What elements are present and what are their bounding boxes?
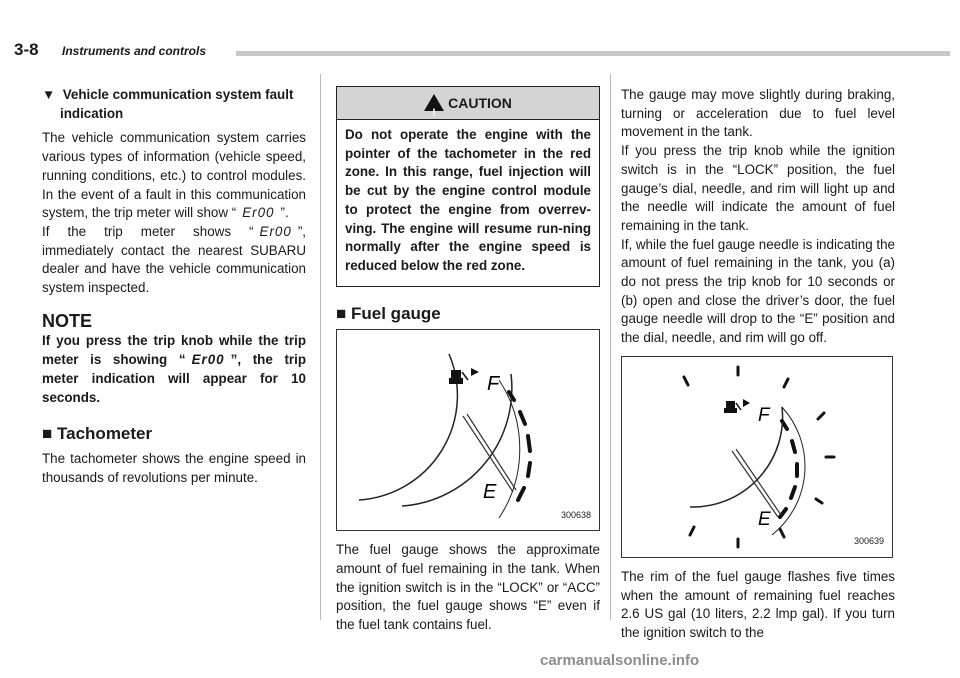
note-body: If you press the trip knob while the trip meter is showing “ Er00 ”, the trip meter indication will appear for 10 seconds. <box>42 333 307 405</box>
empty-label: E <box>758 508 771 530</box>
paragraph-gauge-movement: The gauge may move slightly during braking, turning or acceleration due to fuel level movement in the tank. <box>621 87 895 140</box>
page-header <box>14 36 950 68</box>
square-marker-icon: ■ <box>42 424 53 444</box>
paragraph-contact-dealer: If the trip meter shows “ Er00 ”, immediately contact the nearest SUBARU dealer and have the vehicle communication system inspected. <box>42 223 306 296</box>
error-code-display: Er00 <box>259 223 292 239</box>
heading-tachometer: ■ Tachometer <box>42 424 153 444</box>
caution-body: Do not operate the engine with the pointer of the tachometer in the red zone. In this range, fuel injection will be cut by the engine control module to protect the engine from overrev-ving. The engine will resume run-ning normally after the engine speed is reduced below the red zone. <box>345 127 591 273</box>
column-divider-2 <box>610 74 611 620</box>
caution-header: !CAUTION <box>337 87 599 120</box>
subheading-communication-fault: ▼ Vehicle communication system fault indication <box>42 87 294 121</box>
paragraph-rim-flash: The rim of the fuel gauge flashes five times when the amount of remaining fuel reaches 2.6 US gal (10 liters, 2.2 lmp gal). If you turn the ignition switch to the <box>621 568 895 640</box>
warning-triangle-icon <box>424 94 444 111</box>
section-title: Instruments and controls <box>62 44 207 58</box>
fuel-gauge-figure <box>336 329 600 531</box>
paragraph-communication: The vehicle communication system carries various types of information (vehicle speed, running conditions, etc.) to control modules. In the event of a fault in this communication system, the trip meter will show “ Er00 ”. <box>42 130 306 221</box>
heading-fuel-gauge: ■ Fuel gauge <box>336 303 441 323</box>
column-1 <box>42 86 306 487</box>
full-label: F <box>487 373 500 396</box>
paragraph-trip-knob: If you press the trip knob while the ignition switch is in the “LOCK” position, the fuel gauge’s dial, needle, and rim will light up and the needle will indicate the amount of fuel remaining in the tank. <box>621 143 895 233</box>
paragraph-tachometer: The tachometer shows the engine speed in thousands of revolutions per minute. <box>42 450 306 485</box>
figure-number: 300638 <box>560 509 591 520</box>
caution-box <box>336 86 600 287</box>
full-label: F <box>758 404 770 426</box>
paragraph-fuel-gauge: The fuel gauge shows the approximate amount of fuel remaining in the tank. When the ignition switch is in the “LOCK” or “ACC” position, the fuel gauge shows “E” even if the fuel tank contains fuel. <box>336 542 600 633</box>
square-marker-icon: ■ <box>336 303 347 323</box>
note-heading: NOTE <box>42 310 93 331</box>
header-bar <box>236 51 950 56</box>
figure-number: 300639 <box>853 536 884 547</box>
fuel-gauge-flash-figure <box>621 356 893 558</box>
error-code-display: Er00 <box>242 205 275 221</box>
column-3 <box>621 86 895 643</box>
column-divider-1 <box>320 74 321 620</box>
fuel-gauge-illustration <box>337 330 599 530</box>
empty-label: E <box>483 481 497 504</box>
paragraph-needle-drop: If, while the fuel gauge needle is indicating the amount of fuel remaining in the tank, you (a) do not press the trip knob for 10 seconds or (b) open and close the driver’s door, the fuel gauge needle will drop to the “E” position and the dial, needle, and rim will go off. <box>621 236 895 346</box>
fuel-gauge-flash-illustration <box>622 357 892 557</box>
error-code-display: Er00 <box>191 352 225 368</box>
watermark: carmanualsonline.info <box>540 652 700 669</box>
column-2 <box>336 86 600 635</box>
page-number: 3-8 <box>14 40 39 59</box>
triangle-marker-icon: ▼ <box>42 87 56 102</box>
